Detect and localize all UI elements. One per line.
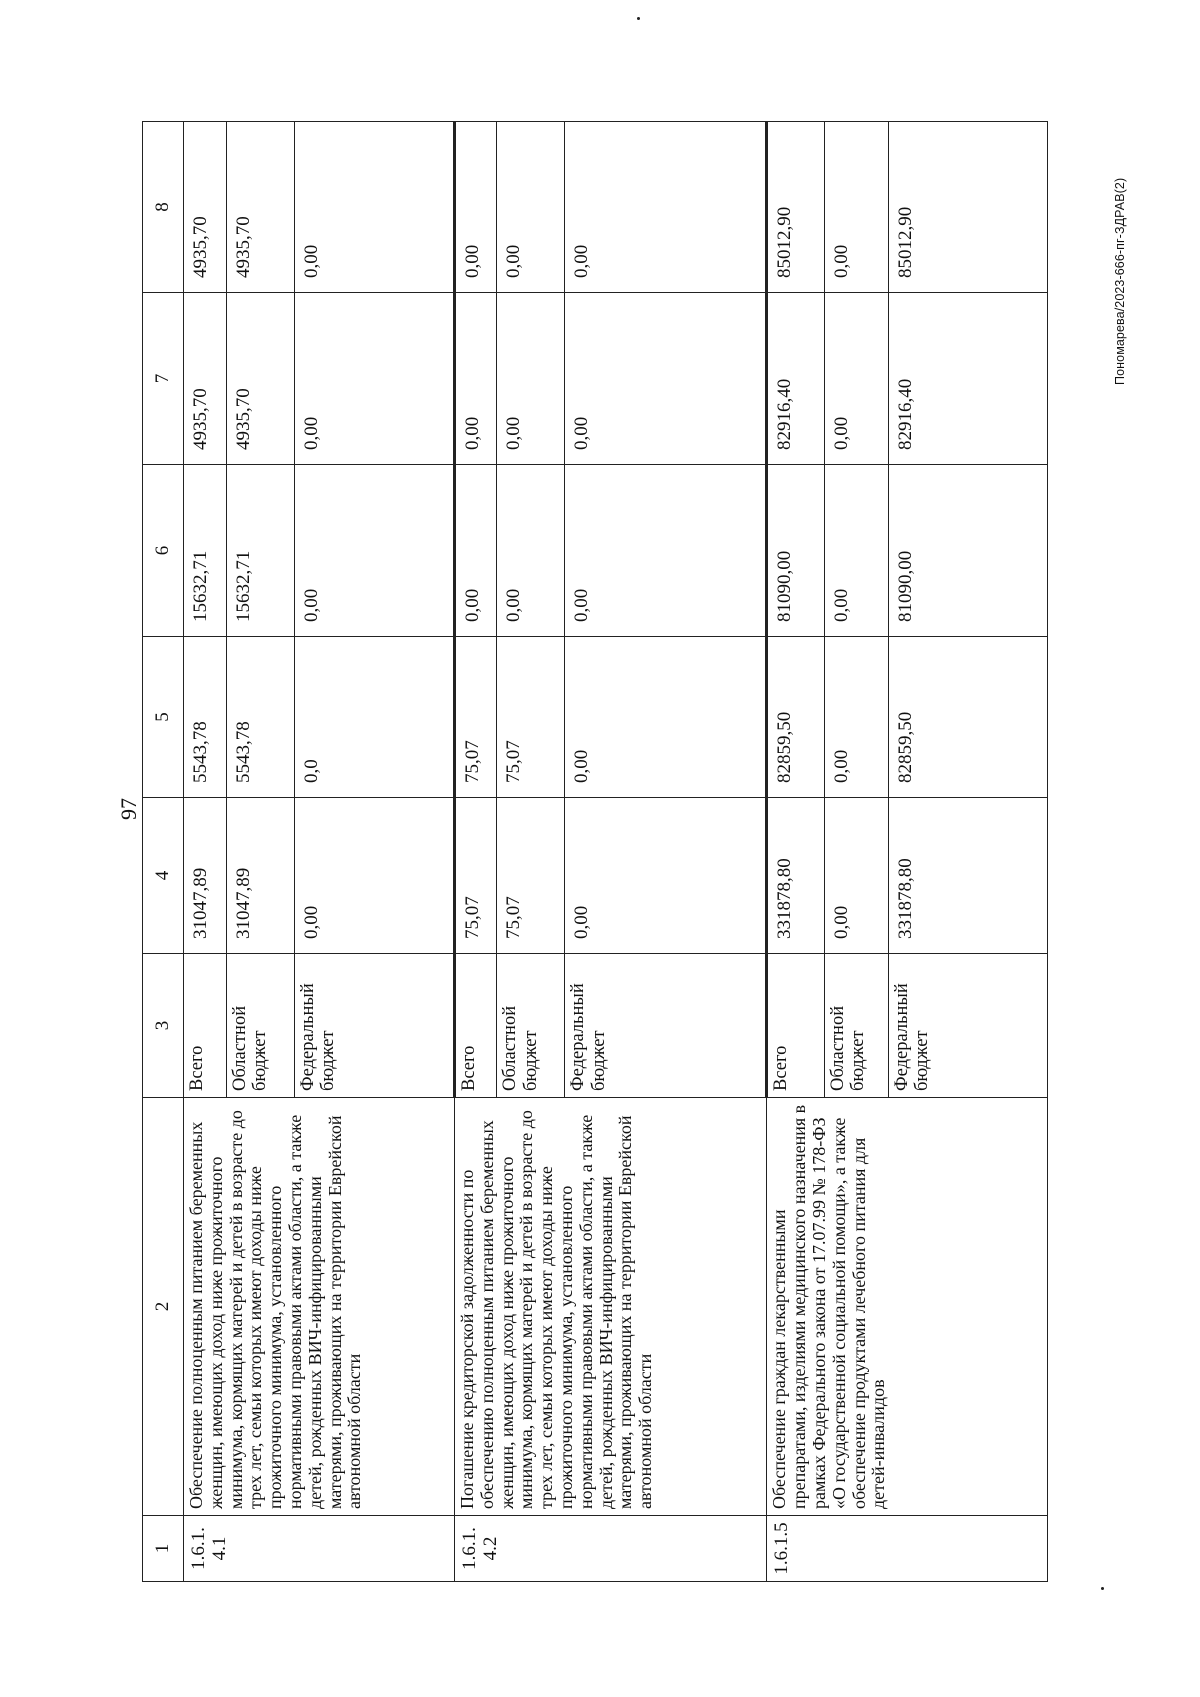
value-cell: 0,00 — [824, 122, 888, 293]
header-col-5: 5 — [143, 637, 184, 798]
funding-source: Всего — [184, 954, 227, 1098]
value-cell: 0,00 — [565, 637, 767, 798]
budget-table-container — [142, 122, 1048, 1582]
value-cell: 0,00 — [294, 293, 454, 465]
value-cell: 0,00 — [565, 465, 767, 637]
value-cell: 0,00 — [824, 798, 888, 954]
value-cell: 81090,00 — [888, 465, 1048, 637]
table-row — [184, 122, 227, 1582]
funding-source: Областной бюджет — [497, 954, 565, 1098]
funding-source: Областной бюджет — [824, 954, 888, 1098]
value-cell: 0,00 — [294, 798, 454, 954]
header-col-4: 4 — [143, 798, 184, 954]
value-cell: 331878,80 — [767, 798, 824, 954]
value-cell: 5543,78 — [226, 637, 294, 798]
value-cell: 85012,90 — [888, 122, 1048, 293]
value-cell: 0,00 — [294, 122, 454, 293]
funding-source: Областной бюджет — [226, 954, 294, 1098]
value-cell: 0,00 — [294, 465, 454, 637]
value-cell: 4935,70 — [184, 122, 227, 293]
row-code: 1.6.1.4.2 — [454, 1516, 766, 1582]
header-col-6: 6 — [143, 465, 184, 637]
value-cell: 82916,40 — [767, 293, 824, 465]
value-cell: 15632,71 — [226, 465, 294, 637]
value-cell: 15632,71 — [184, 465, 227, 637]
row-description: Обеспечение граждан лекарственными препаратами, изделиями медицинского назначения в рамках Федерального закона от 17.07.99 № 178-ФЗ «О государственной социальной помощи», а также обеспечение продуктами лечебного питания для детей-инвалидов — [767, 1098, 1048, 1516]
row-description: Погашение кредиторской задолженности по обеспечению полноценным питанием беременных женщин, имеющих доход ниже прожиточного минимума, кормящих матерей и детей в возрасте до трех лет, семьи которых имеют доходы ниже прожиточного минимума, установленного нормативными правовыми актами области, а также детей, рожденных ВИЧ-инфицированными матерями, проживающих на территории Еврейской автономной области — [454, 1098, 766, 1516]
value-cell: 331878,80 — [888, 798, 1048, 954]
budget-table — [142, 121, 1048, 1582]
value-cell: 4935,70 — [226, 293, 294, 465]
value-cell: 0,00 — [824, 293, 888, 465]
header-col-8: 8 — [143, 122, 184, 293]
funding-source: Федеральный бюджет — [294, 954, 454, 1098]
value-cell: 0,00 — [824, 465, 888, 637]
header-col-3: 3 — [143, 954, 184, 1098]
value-cell: 75,07 — [497, 798, 565, 954]
value-cell: 0,00 — [565, 122, 767, 293]
header-col-1: 1 — [143, 1516, 184, 1582]
value-cell: 0,00 — [497, 465, 565, 637]
value-cell: 31047,89 — [184, 798, 227, 954]
funding-source: Федеральный бюджет — [888, 954, 1048, 1098]
row-code: 1.6.1.4.1 — [184, 1516, 455, 1582]
page-number: 97 — [116, 798, 141, 820]
value-cell: 75,07 — [454, 798, 497, 954]
header-col-7: 7 — [143, 293, 184, 465]
value-cell: 31047,89 — [226, 798, 294, 954]
value-cell: 0,00 — [565, 293, 767, 465]
value-cell: 0,00 — [454, 293, 497, 465]
value-cell: 4935,70 — [226, 122, 294, 293]
value-cell: 0,0 — [294, 637, 454, 798]
value-cell: 4935,70 — [184, 293, 227, 465]
row-code: 1.6.1.5 — [767, 1516, 1048, 1582]
header-col-2: 2 — [143, 1098, 184, 1516]
value-cell: 0,00 — [565, 798, 767, 954]
value-cell: 5543,78 — [184, 637, 227, 798]
scan-speck — [637, 17, 640, 20]
value-cell: 0,00 — [497, 122, 565, 293]
document-code: Пономарева/2023-666-пг-ЗДРАВ(2) — [1113, 177, 1127, 385]
header-row — [143, 122, 184, 1582]
table-row — [767, 122, 824, 1582]
value-cell: 0,00 — [454, 122, 497, 293]
funding-source: Всего — [454, 954, 497, 1098]
value-cell: 0,00 — [454, 465, 497, 637]
funding-source: Федеральный бюджет — [565, 954, 767, 1098]
value-cell: 82916,40 — [888, 293, 1048, 465]
value-cell: 81090,00 — [767, 465, 824, 637]
value-cell: 0,00 — [824, 637, 888, 798]
row-description: Обеспечение полноценным питанием беременных женщин, имеющих доход ниже прожиточного минимума, кормящих матерей и детей в возрасте до трех лет, семьи которых имеют доходы ниже прожиточного минимума, установленного нормативными правовыми актами области, а также детей, рожденных ВИЧ-инфицированными матерями, проживающих на территории Еврейской автономной области — [184, 1098, 455, 1516]
value-cell: 82859,50 — [888, 637, 1048, 798]
scan-speck — [1101, 1587, 1104, 1590]
funding-source: Всего — [767, 954, 824, 1098]
value-cell: 75,07 — [497, 637, 565, 798]
value-cell: 85012,90 — [767, 122, 824, 293]
value-cell: 82859,50 — [767, 637, 824, 798]
table-row — [454, 122, 497, 1582]
value-cell: 75,07 — [454, 637, 497, 798]
value-cell: 0,00 — [497, 293, 565, 465]
